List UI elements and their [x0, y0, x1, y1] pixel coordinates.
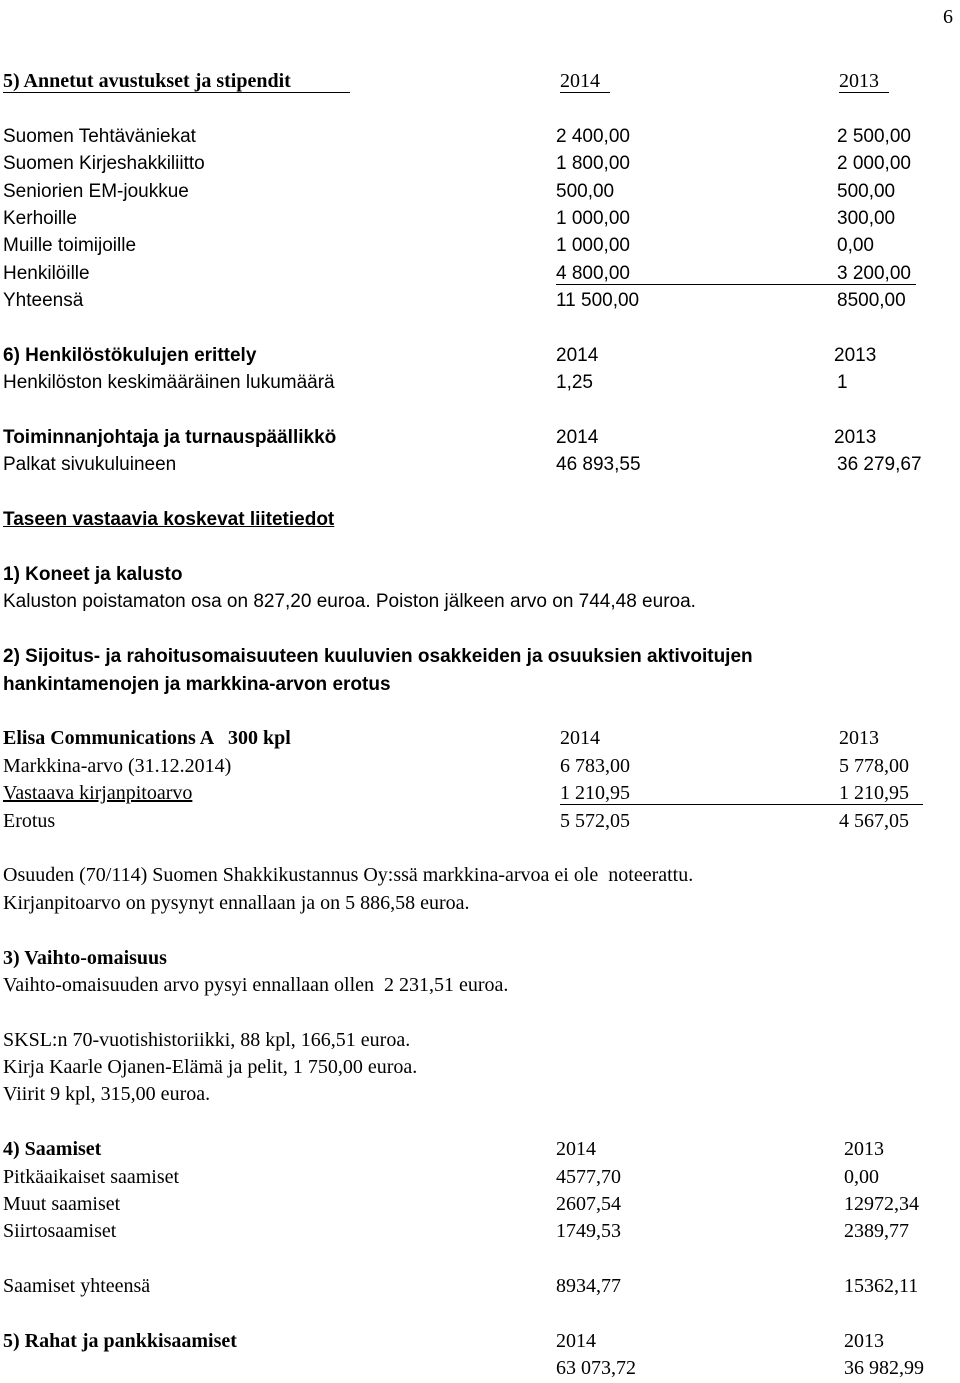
- elisa-note-1: Osuuden (70/114) Suomen Shakkikustannus Oy:ssä markkina-arvoa ei ole noteerattu.: [3, 864, 694, 887]
- list-item: Kirja Kaarle Ojanen-Elämä ja pelit, 1 750,00 euroa.: [3, 1056, 418, 1079]
- table-row: Erotus 5 572,05 4 567,05: [3, 809, 909, 832]
- elisa-note-2: Kirjanpitoarvo on pysynyt ennallaan ja on 5 886,58 euroa.: [3, 891, 470, 914]
- sijoitus-heading-line-1: 2) Sijoitus- ja rahoitusomaisuuteen kuuluvien osakkeiden ja osuuksien aktivoitujen: [3, 646, 753, 668]
- table-row: Muille toimijoille 1 000,00 0,00: [3, 235, 874, 257]
- vaihto-text: Vaihto-omaisuuden arvo pysyi ennallaan ollen 2 231,51 euroa.: [3, 973, 509, 996]
- table-row: Suomen Tehtäväniekat 2 400,00 2 500,00: [3, 125, 911, 147]
- document-body: [3, 68, 953, 1383]
- section-7-header: [3, 424, 953, 451]
- section-6-title: 6) Henkilöstökulujen erittely: [3, 344, 257, 366]
- rahat-header: 5) Rahat ja pankkisaamiset 2014 2013: [3, 1329, 884, 1352]
- table-row: Seniorien EM-joukkue 500,00 500,00: [3, 180, 896, 202]
- table-row: Muut saamiset 2607,54 12972,34: [3, 1193, 919, 1216]
- section-6-year-1: 2014: [556, 344, 599, 366]
- sijoitus-heading-line-2: hankintamenojen ja markkina-arvon erotus: [3, 673, 391, 695]
- section-5-table: [3, 123, 953, 315]
- table-row: Suomen Kirjeshakkiliitto 1 800,00 2 000,00: [3, 153, 911, 175]
- saamiset-header: 4) Saamiset 2014 2013: [3, 1138, 884, 1161]
- table-row: 63 073,72 36 982,99: [556, 1357, 924, 1380]
- vaihto-heading: 3) Vaihto-omaisuus: [3, 946, 167, 969]
- section-5-header: [3, 68, 953, 95]
- section-6-header: [3, 342, 953, 369]
- table-row: Kerhoille 1 000,00 300,00: [3, 207, 896, 229]
- elisa-title: Elisa Communications A 300 kpl: [3, 727, 291, 750]
- table-row: Henkilöston keskimääräinen lukumäärä 1,25 1: [3, 372, 848, 394]
- table-row: Pitkäaikaiset saamiset 4577,70 0,00: [3, 1165, 879, 1188]
- saamiset-total: Saamiset yhteensä 8934,77 15362,11: [3, 1275, 919, 1298]
- section-5-year-1: 2014: [560, 70, 600, 92]
- section-7-title: Toiminnanjohtaja ja turnauspäällikkö: [3, 427, 337, 449]
- section-5-year-2: 2013: [839, 70, 879, 92]
- elisa-header: Elisa Communications A 300 kpl 2014 2013: [3, 725, 953, 752]
- table-row: Henkilöille 4 800,00 3 200,00: [3, 260, 953, 287]
- section-7-year-2: 2013: [834, 427, 877, 449]
- table-row: Siirtosaamiset 1749,53 2389,77: [3, 1220, 909, 1243]
- table-row: Palkat sivukuluineen 46 893,55 36 279,67: [3, 454, 922, 476]
- section-5-title: 5) Annetut avustukset ja stipendit: [3, 70, 291, 92]
- table-row-total: Yhteensä 11 500,00 8500,00: [3, 290, 906, 312]
- koneet-text: Kaluston poistamaton osa on 827,20 euroa. Poiston jälkeen arvo on 744,48 euroa.: [3, 591, 696, 613]
- table-row: Markkina-arvo (31.12.2014) 6 783,00 5 778,00: [3, 754, 909, 777]
- table-row: Vastaava kirjanpitoarvo 1 210,95 1 210,95: [3, 780, 953, 807]
- taseen-heading: Taseen vastaavia koskevat liitetiedot: [3, 509, 335, 531]
- koneet-heading: 1) Koneet ja kalusto: [3, 564, 183, 586]
- section-6-year-2: 2013: [834, 344, 877, 366]
- list-item: Viirit 9 kpl, 315,00 euroa.: [3, 1083, 211, 1106]
- section-7-year-1: 2014: [556, 427, 599, 449]
- page-number: 6: [943, 6, 953, 28]
- list-item: SKSL:n 70-vuotishistoriikki, 88 kpl, 166,51 euroa.: [3, 1028, 411, 1051]
